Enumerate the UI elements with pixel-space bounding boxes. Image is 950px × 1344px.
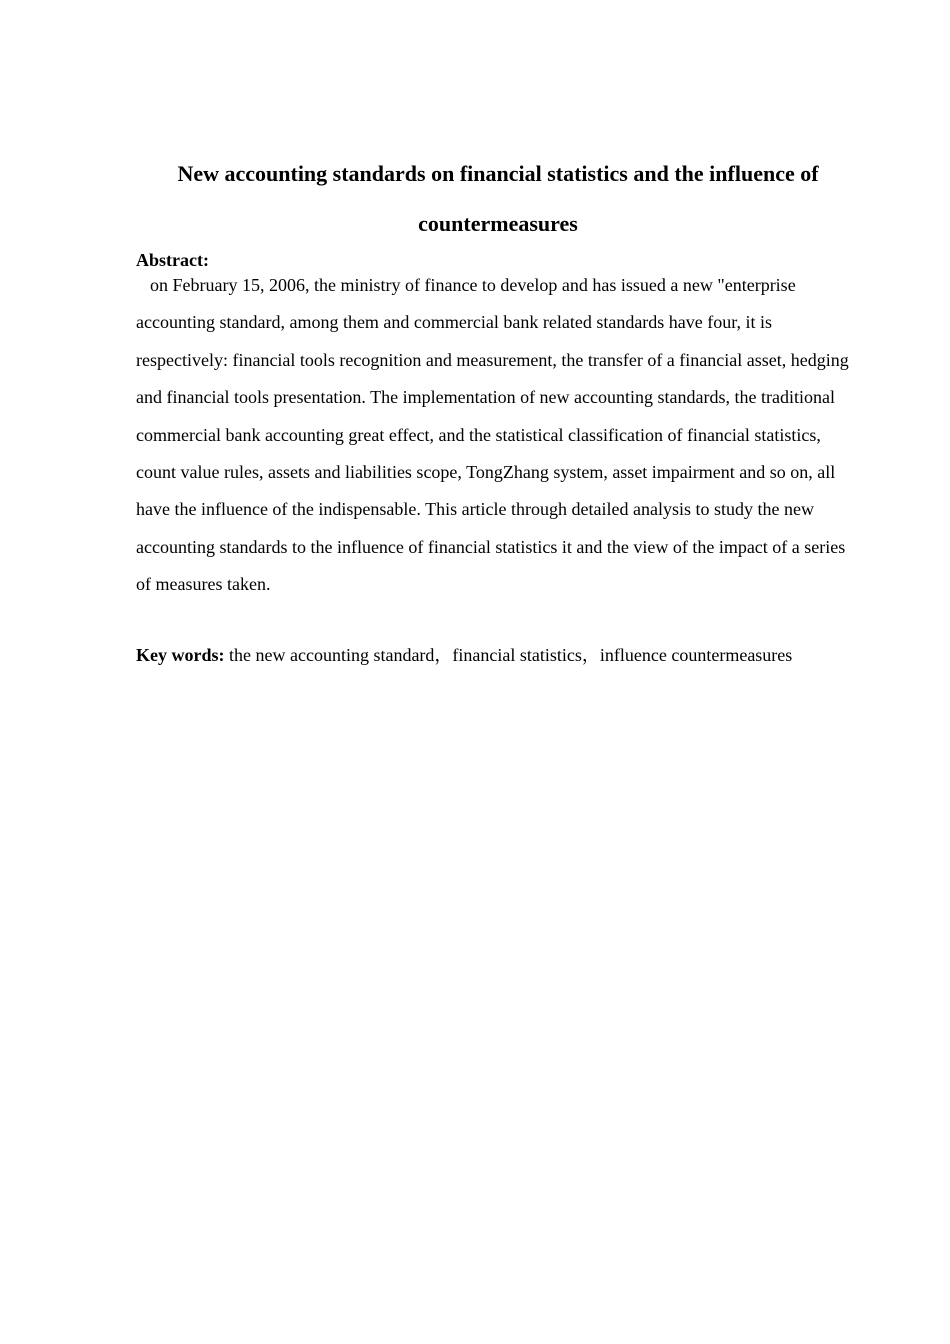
document-title-line-1: New accounting standards on financial statistics and the influence of: [177, 161, 819, 186]
abstract-label: Abstract:: [136, 250, 209, 270]
keywords-line: [136, 643, 876, 667]
keywords-text: the new accounting standard，financial statistics，influence countermeasures: [229, 645, 793, 665]
abstract-text: on February 15, 2006, the ministry of finance to develop and has issued a new "enterprise accounting standard, among them and commercial bank related standards have four, it is respectively: financial tools recognition and measurement, the transfer of a financial asset, hedging and financial tools presentation. The implementation of new accounting standards, the traditional commercial bank accounting great effect, and the statistical classification of financial statistics, count value rules, assets and liabilities scope, TongZhang system, asset impairment and so on, all have the influence of the indispensable. This article through detailed analysis to study the new accounting standards to the influence of financial statistics it and the view of the impact of a series of measures taken.: [136, 275, 849, 595]
document-title-line-2: countermeasures: [418, 211, 578, 236]
keywords-label: Key words:: [136, 645, 225, 665]
